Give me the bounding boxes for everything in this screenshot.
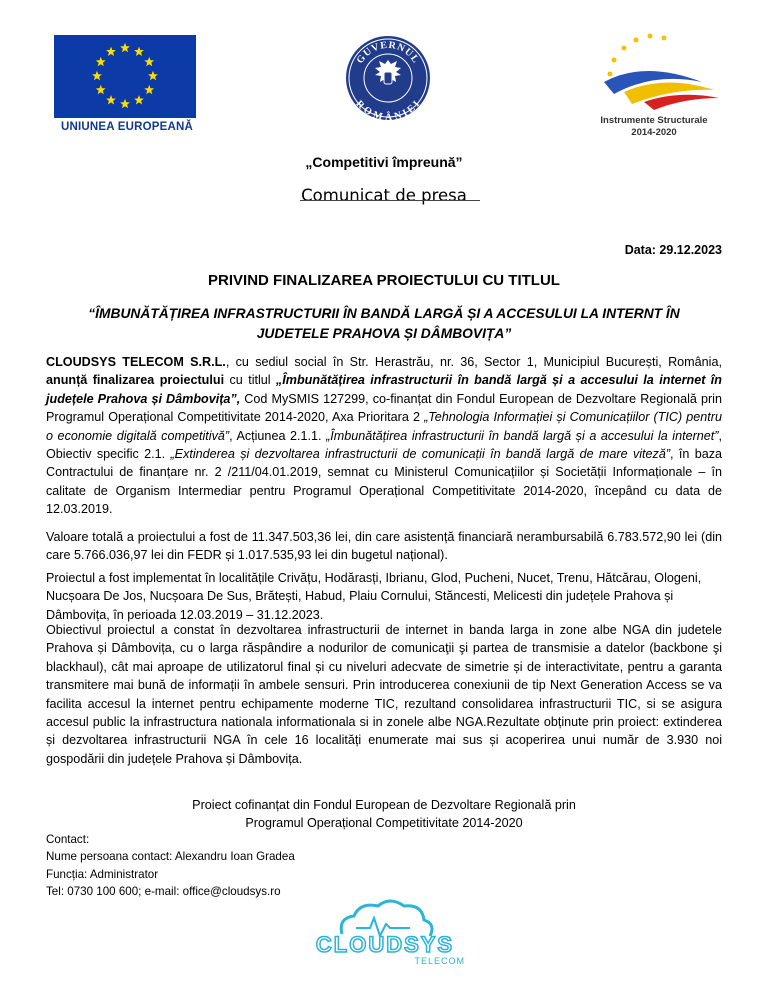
cloud-icon: [341, 901, 432, 936]
cofin-line2: Programul Operațional Competitivitate 2014-2020: [245, 816, 523, 831]
logo-sub: TELECOM: [414, 956, 465, 966]
press-release-title: Comunicat de presa: [301, 186, 467, 205]
date: Data: 29.12.2023: [624, 243, 722, 257]
eu-star: [96, 85, 106, 94]
is-red-swoosh: [644, 95, 719, 110]
cofin-line1: Proiect cofinanțat din Fondul European de Dezvoltare Regională prin: [192, 798, 576, 812]
intro-text-2: cu titlul: [224, 373, 276, 388]
eu-star: [92, 71, 102, 80]
page-title: PRIVIND FINALIZAREA PROIECTULUI CU TITLUL: [208, 272, 560, 289]
eu-label: UNIUNEA EUROPEANĂ: [60, 121, 194, 133]
project-subtitle: “ÎMBUNĂTĂȚIREA INFRASTRUCTURII ÎN BANDĂ LARGĂ ȘI A ACCESULUI LA INTERNT ÎN JUDETELE PRAHOVA ȘI DÂMBOVIȚA”: [88, 306, 680, 341]
cofinancing-note: [0, 796, 768, 833]
motto: „Competitivi împreună”: [305, 154, 463, 170]
is-label: [572, 115, 736, 139]
contact-role: Funcția: Administrator: [46, 867, 159, 881]
contact-block: [46, 831, 446, 900]
eu-star: [106, 95, 116, 105]
announce-text: anunță finalizarea proiectului: [46, 373, 225, 388]
seal-text-top: GUVERNUL: [354, 39, 422, 66]
eu-star: [120, 43, 130, 52]
paragraph-objective: Obiectivul proiectul a constat în dezvoltarea infrastructurii de internet in banda larga in zone albe NGA din judetele Prahova și Dâmbovița, cu o larga răspândire a nodurilor de comunicaţii şi partea de transmisie a datelor (backbone şi blackhaul), cât mai aproape de utilizatorul final și cu niveluri adecvate de simetrie și de interactivitate, pentru a garanta transmitere mai bună de informații în ambele sensuri. Prin introducerea conexiunii de tip Next Generation Access se va facilita accesul la internet pentru echipamente moderne TIC, rezultand consolidarea infrastructurii TIC, si se asigura accesul public la infrastructura nationala informationala si in zonele albe NGA.Rezultate obținute prin proiect: extinderea și dezvoltarea infrastructurii NGA în cele 16 localități enumerate mai sus și acoperirea unui număr de 3.930 noi gospodării din județele Prahova și Dâmbovița.: [46, 623, 722, 766]
eu-flag-logo: [54, 35, 196, 118]
action-name: „Îmbunătățirea infrastructurii în bandă largă și a accesului la internet”: [326, 428, 719, 443]
instrumente-structurale-logo: [584, 30, 724, 112]
paragraph-localities: Proiectul a fost implementat în localitățile Crivățu, Hodărasți, Ibrianu, Glod, Pucheni, Nucet, Trenu, Hătcărau, Ologeni, Nucșoara De Jos, Nucșoara De Sus, Brătești, Habud, Plaiu Cornului, Stăncesti, Melicesti din județele Prahova și Dâmbovița, în perioada 12.03.2019 – 31.12.2023.: [46, 571, 702, 622]
project-name: „Îmbunătățirea infrastructurii în bandă largă și a accesului la internet în județele Prahova și Dâmbovița”,: [46, 373, 722, 406]
seal-text-bottom: ROMÂNIEI: [353, 98, 423, 122]
eu-star: [148, 71, 158, 80]
contact-person: Nume persoana contact: Alexandru Ioan Gradea: [46, 850, 295, 864]
eu-star: [134, 47, 144, 56]
contact-phone-email: Tel: 0730 100 600; e-mail: office@cloudsys.ro: [46, 884, 281, 898]
eu-star: [96, 57, 106, 66]
eu-star: [144, 57, 154, 66]
logo-name: CLOUDSYS: [315, 932, 455, 957]
cloudsys-logo: [300, 898, 470, 968]
paragraph-intro: [46, 353, 722, 519]
eu-star: [144, 85, 154, 94]
eu-star: [134, 95, 144, 105]
company-name: CLOUDSYS TELECOM S.R.L.: [46, 355, 226, 369]
intro-text-4: , Acțiunea 2.1.1.: [229, 428, 327, 443]
eu-star: [106, 47, 116, 56]
intro-text-5: , Obiectiv specific 2.1.: [46, 428, 722, 462]
paragraph-value: Valoare totală a proiectului a fost de 11.347.503,36 lei, din care asistență financiară nerambursabilă 6.783.572,90 lei (din care 5.766.036,97 lei din FEDR și 1.017.535,93 lei din bugetul național).: [46, 530, 722, 563]
is-label-line2: 2014-2020: [631, 127, 677, 138]
eu-stars-icon: [54, 35, 196, 118]
intro-text-1: , cu sediul social în Str. Herastrău, nr. 36, Sector 1, Municipiul București, România,: [225, 355, 722, 369]
is-label-line1: Instrumente Structurale: [600, 115, 708, 126]
eu-star: [120, 99, 130, 108]
press-divider: [300, 200, 480, 201]
axis-name: „Tehnologia Informației și Comunicațiilor (TIC) pentru o economie digitală competitivă”: [46, 410, 722, 443]
intro-text-3: Cod MySMIS 127299, co-finanțat din Fondul European de Dezvoltare Regională prin Programul Operațional Competitivitate 2014-2020, Axa Prioritara 2: [46, 391, 722, 425]
contact-label: Contact:: [46, 833, 90, 846]
is-stars-icon: [608, 34, 667, 77]
government-seal-logo: [344, 34, 432, 122]
objective-name: „Extinderea și dezvoltarea infrastructurii de comunicații în bandă largă de mare viteză”: [170, 447, 671, 462]
intro-text-6: , în baza Contractului de finanțare nr. 2 /211/04.01.2019, semnat cu Ministerul Comunicațiilor și Societății Informaționale – în calitate de Organism Intermediar pentru Programul Operațional Competitivitate 2014-2020, începând cu data de 12.03.2019.: [46, 447, 723, 517]
